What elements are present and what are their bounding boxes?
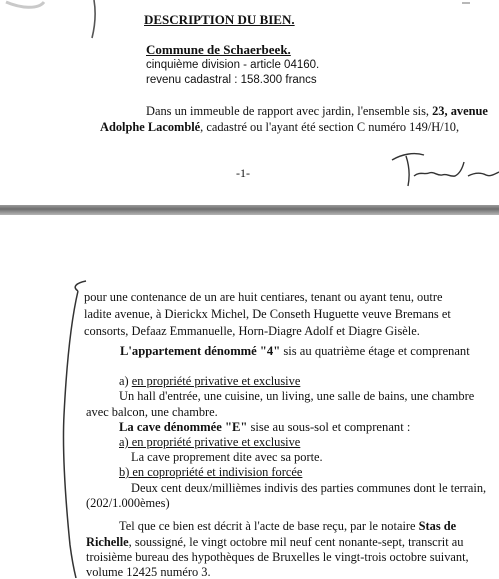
commune-heading: Commune de Schaerbeek.: [146, 42, 291, 57]
apartment-description-cont: avec balcon, une chambre.: [86, 405, 218, 419]
cave-heading: La cave dénommée "E": [119, 420, 248, 434]
apartment-heading: L'appartement dénommé "4": [120, 344, 281, 358]
apartment-item-a: [119, 374, 300, 388]
ink-smudge: [6, 2, 44, 7]
margin-stroke: [92, 0, 95, 38]
origin-line-2: [86, 535, 463, 549]
page-1: [0, 0, 499, 205]
page-number: -1-: [236, 166, 250, 180]
origin-text: Tel que ce bien est décrit à l'acte de base reçu, par le notaire: [119, 519, 419, 533]
text-line: pour une contenance de un are huit centiares, tenant ou ayant tenu, outre: [84, 290, 443, 304]
origin-text: , soussigné, le vingt octobre mil neuf cent nonante-sept, transcrit au: [128, 535, 464, 549]
paragraph-text: Dans un immeuble de rapport avec jardin, l'ensemble sis,: [146, 104, 433, 118]
notary-name-cont: Richelle: [86, 535, 129, 549]
cave-item-a: a) en propriété privative et exclusive: [119, 435, 301, 449]
cave-item-b: b) en copropriété et indivision forcée: [119, 465, 303, 479]
share-fraction: (202/1.000èmes): [86, 496, 170, 510]
ownership-label: en propriété privative et exclusive: [131, 374, 301, 388]
item-prefix: a): [119, 374, 132, 388]
paragraph-line-1: [146, 104, 488, 118]
paragraph-line-2: [100, 120, 459, 134]
apartment-heading-rest: sis au quatrième étage et comprenant: [280, 344, 470, 358]
page-2: [0, 215, 499, 578]
division-line: cinquième division - article 04160.: [146, 59, 320, 71]
signature: [392, 154, 499, 186]
address-number: 23, avenue: [432, 104, 488, 118]
cave-heading-line: [119, 420, 410, 434]
cave-description: La cave proprement dite avec sa porte.: [131, 450, 323, 464]
notary-name: Stas de: [418, 519, 457, 533]
revenu-line: revenu cadastral : 158.300 francs: [146, 74, 317, 86]
common-parts-share: Deux cent deux/millièmes indivis des parties communes dont le terrain,: [131, 481, 487, 495]
apartment-description: Un hall d'entrée, une cuisine, un living, une salle de bains, une chambre: [119, 389, 475, 403]
text-line: ladite avenue, à Dierickx Michel, De Conseth Huguette veuve Bremans et: [84, 307, 451, 321]
street-name: Adolphe Lacomblé: [100, 120, 201, 134]
paragraph-text: , cadastré ou l'ayant été section C numéro 149/H/10,: [200, 120, 460, 134]
cave-heading-rest: sise au sous-sol et comprenant :: [247, 420, 411, 434]
page-separator: [0, 205, 499, 215]
text-line: consorts, Defaaz Emmanuelle, Horn-Diagre Adolf et Diagre Gisèle.: [84, 324, 420, 338]
section-title: DESCRIPTION DU BIEN.: [144, 12, 295, 27]
apartment-heading-line: [120, 344, 470, 358]
origin-line-3: troisième bureau des hypothèques de Bruxelles le vingt-trois octobre suivant,: [86, 550, 469, 564]
origin-line-4: volume 12425 numéro 3.: [86, 565, 211, 579]
origin-line-1: [119, 519, 456, 533]
margin-bracket: [63, 281, 86, 578]
